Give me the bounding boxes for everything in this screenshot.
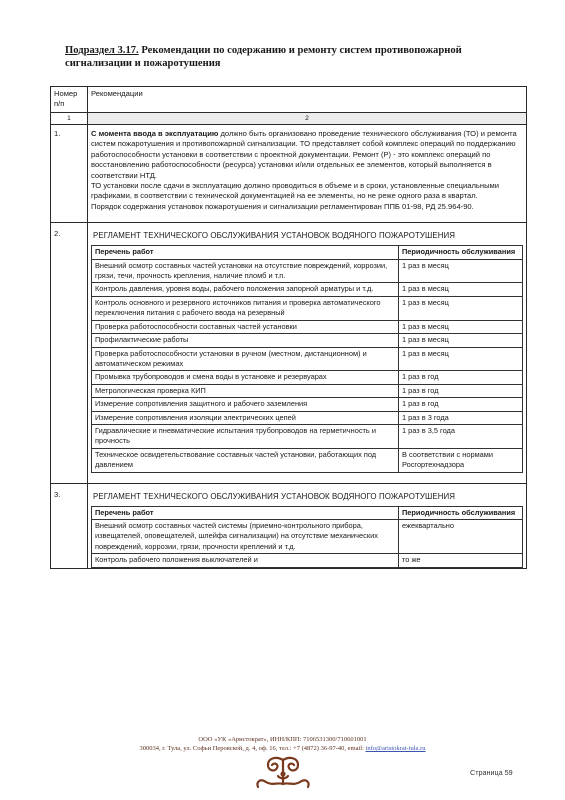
- maintenance-row: [92, 384, 523, 397]
- maintenance-header-row: [92, 246, 523, 259]
- work-cell: Техническое освидетельствование составных частей установки, работающих под давлением: [92, 448, 399, 472]
- work-cell: Проверка работоспособности установки в ручном (местном, дистанционном) и автоматическом режимах: [92, 347, 399, 371]
- period-cell: 1 раз в месяц: [399, 283, 523, 296]
- maintenance-row: [92, 347, 523, 371]
- footer-address: [0, 744, 565, 753]
- work-cell: Измерение сопротивления изоляции электрических цепей: [92, 411, 399, 424]
- work-cell: Контроль рабочего положения выключателей и: [92, 554, 399, 567]
- work-cell: Метрологическая проверка КИП: [92, 384, 399, 397]
- work-cell: Контроль основного и резервного источников питания и проверка автоматического переключения питания с рабочего ввода на резервный: [92, 296, 399, 320]
- table-row: [51, 483, 527, 568]
- footer-email-link[interactable]: info@aristokrat-tula.ru: [365, 745, 426, 752]
- period-cell: то же: [399, 554, 523, 567]
- column-index-1: 1: [51, 113, 88, 125]
- maintenance-row: [92, 448, 523, 472]
- maintenance-table: [91, 506, 523, 568]
- maintenance-header-row: [92, 506, 523, 519]
- page-number: Страница 59: [470, 768, 513, 777]
- work-cell: Промывка трубопроводов и смена воды в установке и резервуарах: [92, 371, 399, 384]
- subsection-heading: [65, 44, 525, 70]
- row-number: 3.: [51, 483, 88, 568]
- period-cell: 1 раз в месяц: [399, 259, 523, 283]
- work-cell: Измерение сопротивления защитного и рабочего заземления: [92, 398, 399, 411]
- work-cell: Внешний осмотр составных частей установки на отсутствие повреждений, коррозии, грязи, течи, прочность крепления, наличие пломб и т.п.: [92, 259, 399, 283]
- ornament-logo-icon: [252, 754, 314, 792]
- header-period: Периодичность обслуживания: [399, 506, 523, 519]
- work-cell: Профилактические работы: [92, 334, 399, 347]
- paragraph: [91, 129, 523, 181]
- footer-company: ООО «УК «Аристократ», ИНН/КПП: 7106531300/710601001: [198, 736, 367, 743]
- maintenance-row: [92, 398, 523, 411]
- maintenance-row: [92, 320, 523, 333]
- period-cell: В соответствии с нормами Росгортехнадзора: [399, 448, 523, 472]
- paragraph-text: должно быть организовано проведение технического обслуживания (ТО) и ремонта систем пожаротушения и противопожарной сигнализации. ТО представляет собой комплекс операций по поддержанию работоспособности установки в соответствии с проектной документации. Ремонт (Р) - это комплекс операций по восстановлению работоспособности (ресурса) установки и/или отдельных ее элементов, который выполняется в соответствии НТД.: [91, 129, 517, 180]
- header-works: Перечень работ: [92, 506, 399, 519]
- period-cell: 1 раз в год: [399, 398, 523, 411]
- row-number: 1.: [51, 125, 88, 223]
- maintenance-row: [92, 411, 523, 424]
- row-content: [88, 223, 527, 483]
- table-header-row: [51, 87, 527, 113]
- period-cell: ежеквартально: [399, 519, 523, 553]
- table-row: [51, 125, 527, 223]
- header-recommendations: Рекомендации: [88, 87, 527, 113]
- period-cell: 1 раз в месяц: [399, 296, 523, 320]
- emphasis-text: С момента ввода в эксплуатацию: [91, 129, 219, 138]
- footer-address-text: 300034, г. Тула, ул. Софьи Перовской, д. 4, оф. 16, тел.: +7 (4872) 36-97-40, email:: [139, 745, 366, 752]
- header-period: Периодичность обслуживания: [399, 246, 523, 259]
- column-index-2: 2: [88, 113, 527, 125]
- period-cell: 1 раз в месяц: [399, 347, 523, 371]
- paragraph: ТО установки после сдачи в эксплуатацию должно проводиться в объеме и в сроки, установленные специальными графиками, в соответствии с технической документацией на ее элементы, но не реже одного раза в квартал.: [91, 181, 500, 201]
- maintenance-row: [92, 371, 523, 384]
- maintenance-row: [92, 554, 523, 567]
- row-number: 2.: [51, 223, 88, 483]
- maintenance-row: [92, 519, 523, 553]
- work-cell: Контроль давления, уровня воды, рабочего положения запорной арматуры и т.д.: [92, 283, 399, 296]
- maintenance-table: [91, 245, 523, 472]
- subsection-number: Подраздел 3.17.: [65, 45, 139, 56]
- regulation-title: РЕГЛАМЕНТ ТЕХНИЧЕСКОГО ОБСЛУЖИВАНИЯ УСТАНОВОК ВОДЯНОГО ПОЖАРОТУШЕНИЯ: [93, 491, 456, 501]
- period-cell: 1 раз в 3 года: [399, 411, 523, 424]
- table-row: [51, 223, 527, 483]
- header-number: Номер п/п: [51, 87, 88, 113]
- maintenance-row: [92, 283, 523, 296]
- period-cell: 1 раз в год: [399, 384, 523, 397]
- maintenance-row: [92, 424, 523, 448]
- period-cell: 1 раз в месяц: [399, 334, 523, 347]
- period-cell: 1 раз в месяц: [399, 320, 523, 333]
- regulation-title: РЕГЛАМЕНТ ТЕХНИЧЕСКОГО ОБСЛУЖИВАНИЯ УСТАНОВОК ВОДЯНОГО ПОЖАРОТУШЕНИЯ: [93, 231, 456, 241]
- period-cell: 1 раз в 3,5 года: [399, 424, 523, 448]
- period-cell: 1 раз в год: [399, 371, 523, 384]
- recommendations-table: [50, 86, 527, 569]
- maintenance-row: [92, 296, 523, 320]
- maintenance-row: [92, 334, 523, 347]
- paragraph: Порядок содержания установок пожаротушения и сигнализации регламентирован ППБ 01-98, РД 25.964-90.: [91, 201, 474, 211]
- header-works: Перечень работ: [92, 246, 399, 259]
- column-index-row: [51, 113, 527, 125]
- row-content: [88, 483, 527, 568]
- subsection-title: Рекомендации по содержанию и ремонту систем противопожарной сигнализации и пожаротушения: [65, 45, 462, 69]
- row-text: [88, 125, 527, 223]
- work-cell: Гидравлические и пневматические испытания трубопроводов на герметичность и прочность: [92, 424, 399, 448]
- maintenance-row: [92, 259, 523, 283]
- work-cell: Проверка работоспособности составных частей установки: [92, 320, 399, 333]
- work-cell: Внешний осмотр составных частей системы (приемно-контрольного прибора, извещателей, оповещателей, шлейфа сигнализации) на отсутствие механических повреждений, коррозии, грязи, прочности креплений и т.д.: [92, 519, 399, 553]
